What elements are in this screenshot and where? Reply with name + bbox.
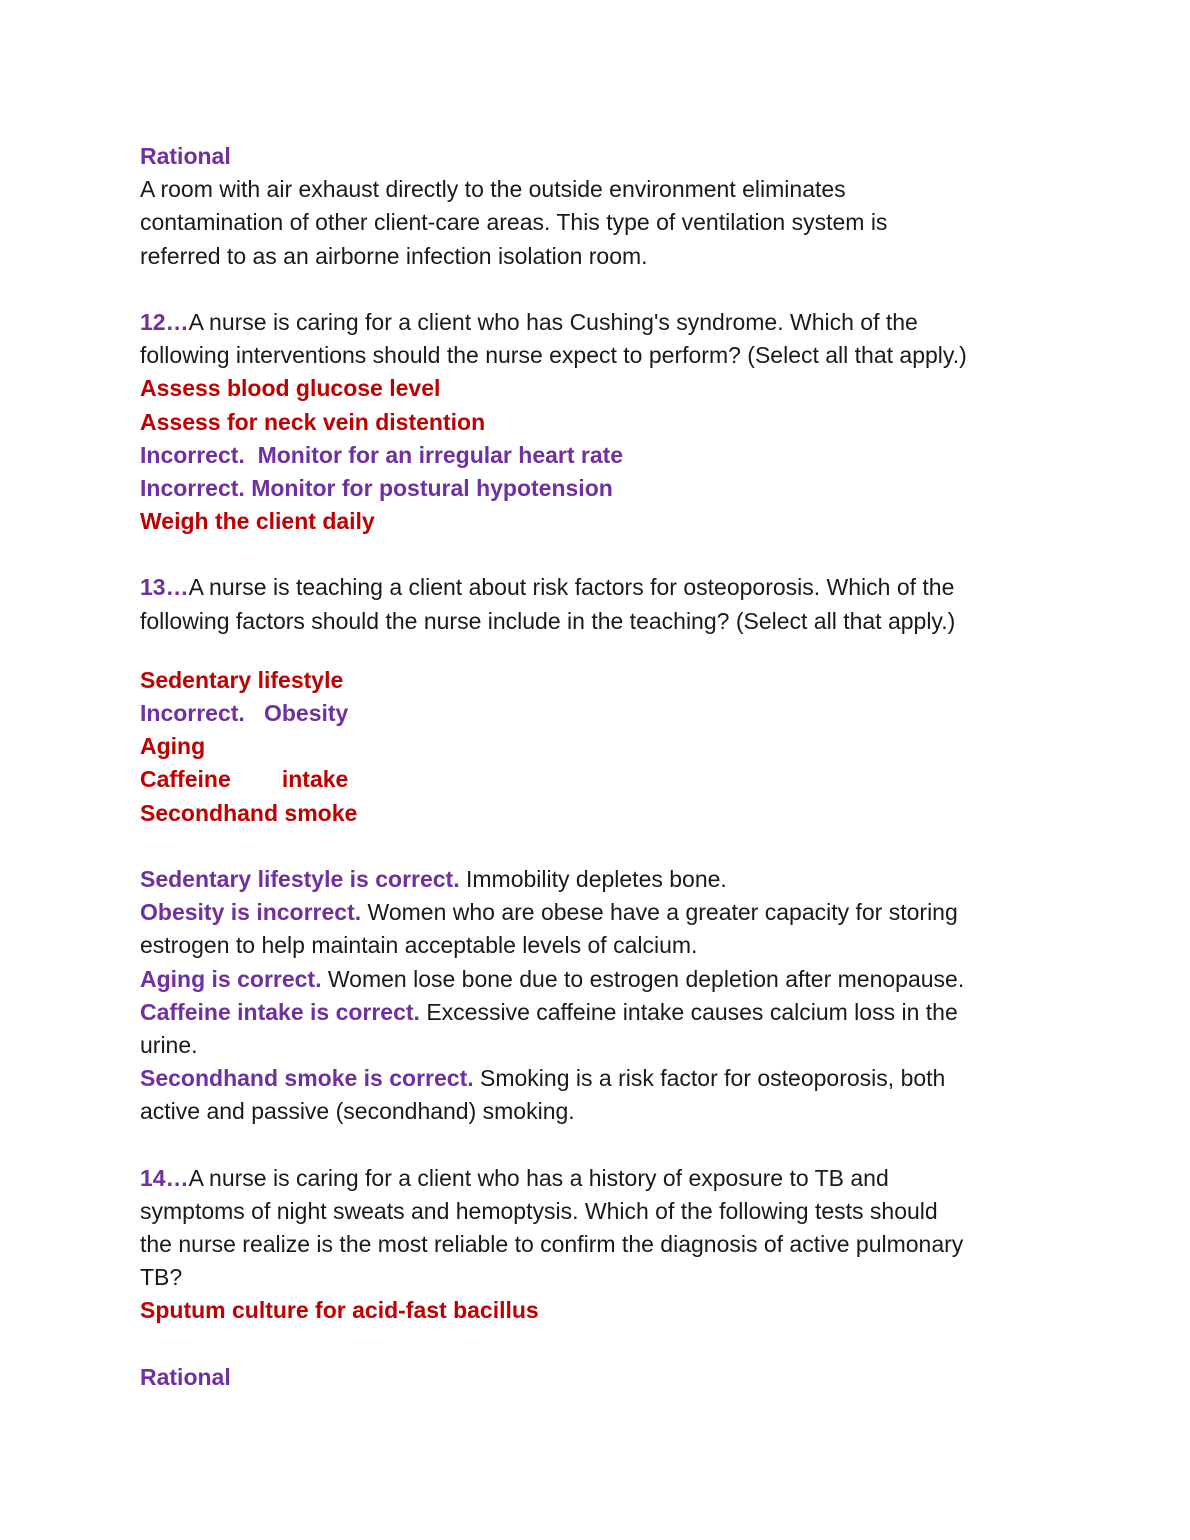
question-number: 13… <box>140 574 189 601</box>
rationale-label: Caffeine intake is correct. <box>140 998 420 1025</box>
answer-option: Assess blood glucose level <box>140 375 441 402</box>
spacer <box>140 638 1060 664</box>
question-text: following factors should the nurse include in the teaching? (Select all that apply.) <box>140 607 956 634</box>
spacer <box>140 273 1060 306</box>
rational-text-line: referred to as an airborne infection isolation room. <box>140 242 648 269</box>
rationale-label: Secondhand smoke is correct. <box>140 1065 474 1092</box>
question-text: following interventions should the nurse expect to perform? (Select all that apply.) <box>140 342 967 369</box>
question-number: 14… <box>140 1164 189 1191</box>
answer-option: Sputum culture for acid-fast bacillus <box>140 1297 539 1324</box>
rationale-text: Women lose bone due to estrogen depletion after menopause. <box>321 965 965 992</box>
question-text: A nurse is caring for a client who has a history of exposure to TB and <box>188 1164 889 1191</box>
rationale-item <box>140 963 1060 996</box>
question-13-line <box>140 571 1060 604</box>
question-number: 12… <box>140 308 189 335</box>
rationale-item <box>140 1062 1060 1095</box>
rationale-text: urine. <box>140 1031 198 1058</box>
spacer <box>140 830 1060 863</box>
rationale-label: Obesity is incorrect. <box>140 899 362 926</box>
answer-option: Weigh the client daily <box>140 508 375 535</box>
question-text: A nurse is caring for a client who has Cushing's syndrome. Which of the <box>188 308 918 335</box>
rationale-item <box>140 863 1060 896</box>
spacer <box>140 1328 1060 1361</box>
question-text: TB? <box>140 1264 183 1291</box>
question-12-line <box>140 306 1060 339</box>
answer-option: Caffeine intake <box>140 766 349 793</box>
answer-option: Sedentary lifestyle <box>140 666 344 693</box>
rationale-item <box>140 996 1060 1029</box>
rationale-text: estrogen to help maintain acceptable levels of calcium. <box>140 932 698 959</box>
answer-option: Aging <box>140 733 206 760</box>
answer-option: Secondhand smoke <box>140 799 358 826</box>
document-page <box>140 140 1060 1394</box>
rationale-text: Excessive caffeine intake causes calcium loss in the <box>419 998 958 1025</box>
rationale-label: Aging is correct. <box>140 965 322 992</box>
rational-heading: Rational <box>140 143 231 169</box>
rationale-text: Smoking is a risk factor for osteoporosis, both <box>473 1065 946 1092</box>
rational-text-line: contamination of other client-care areas. This type of ventilation system is <box>140 209 888 236</box>
rationale-label: Sedentary lifestyle is correct. <box>140 865 460 892</box>
question-14-line <box>140 1162 1060 1195</box>
question-text: the nurse realize is the most reliable to confirm the diagnosis of active pulmonary <box>140 1231 964 1257</box>
question-text: A nurse is teaching a client about risk factors for osteoporosis. Which of the <box>188 574 955 601</box>
rational-text-line: A room with air exhaust directly to the outside environment eliminates <box>140 176 846 203</box>
rationale-text: active and passive (secondhand) smoking. <box>140 1098 575 1125</box>
incorrect-option: Incorrect. Obesity <box>140 700 349 726</box>
rationale-text: Immobility depletes bone. <box>459 865 727 892</box>
answer-option: Assess for neck vein distention <box>140 408 486 435</box>
rational-heading: Rational <box>140 1363 231 1390</box>
spacer <box>140 1128 1060 1161</box>
question-text: symptoms of night sweats and hemoptysis. Which of the following tests should <box>140 1197 938 1224</box>
rationale-item <box>140 896 1060 929</box>
spacer <box>140 538 1060 571</box>
incorrect-option: Incorrect. Monitor for postural hypotension <box>140 474 613 501</box>
incorrect-option: Incorrect. Monitor for an irregular heart rate <box>140 441 624 468</box>
rationale-text: Women who are obese have a greater capacity for storing <box>361 899 958 926</box>
